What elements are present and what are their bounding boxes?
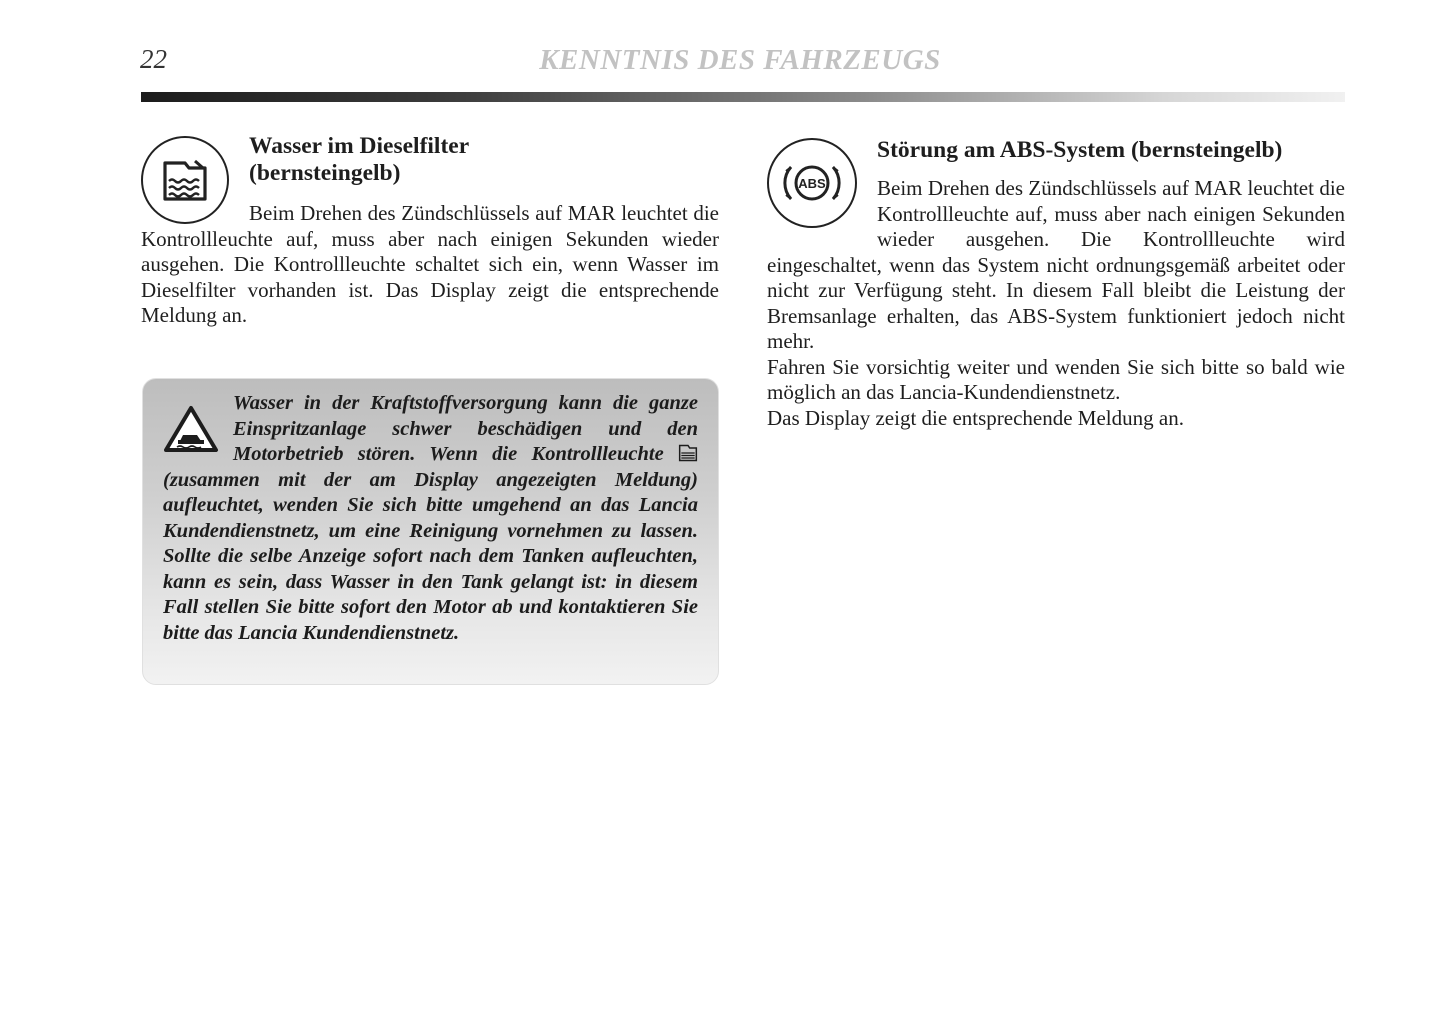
title-line-1: Wasser im Dieselfilter (249, 133, 470, 159)
section-water-in-diesel-filter (141, 133, 719, 329)
section-body: Beim Drehen des Zündschlüssels auf MAR leuchtet die Kontrollleuchte auf, muss aber nach einigen Sekunden wieder ausgehen. Die Kontrollleuchte schaltet sich ein, wenn Wasser im Dieselfilter vorhanden ist. Das Display zeigt die entsprechende Meldung an. (141, 201, 719, 327)
running-head: KENNTNIS DES FAHRZEUGS (539, 44, 941, 76)
header-rule (141, 92, 1345, 102)
abs-icon-label: ABS (798, 176, 826, 191)
water-in-diesel-filter-icon (141, 136, 229, 224)
title-line-2: (bernsteingelb) (249, 160, 401, 186)
abs-warning-icon (767, 138, 857, 228)
warning-text-part-2: (zusammen mit der am Display angezeigten Meldung) aufleuchtet, wenden Sie sich bitte umgehend an das Lancia Kundendienstnetz, um eine Reinigung vornehmen zu lassen. Sollte die selbe Anzeige sofort nach dem Tanken aufleuchten, kann es sein, dass Wasser in den Tank gelangt ist: in diesem Fall stellen Sie bitte sofort den Motor ab und kontaktieren Sie bitte das Lancia Kundendienstnetz. (163, 468, 698, 644)
section-abs-fault (767, 135, 1345, 431)
warning-text-part-1: Wasser in der Kraftstoffversorgung kann die ganze Einspritzanlage schwer beschädigen und den Motorbetrieb stören. Wenn die Kontrollleuchte (233, 392, 698, 465)
warning-text (163, 391, 698, 646)
body-paragraph: Das Display zeigt die entsprechende Meldung an. (767, 405, 1184, 430)
warning-triangle-car-icon (163, 405, 219, 453)
warning-box (142, 378, 719, 685)
body-paragraph: Beim Drehen des Zündschlüssels auf MAR leuchtet die Kontrollleuchte auf, muss aber nach einigen Sekunden wieder ausgehen. Die Kontrollleuchte wird eingeschaltet, wenn das System nicht ordnungsgemäß arbeitet oder nicht zur Verfügung steht. In diesem Fall bleibt die Leistung der Bremsanlage erhalten, das ABS-System funktioniert jedoch nicht mehr. (767, 176, 1345, 353)
water-in-diesel-filter-icon (678, 443, 698, 463)
body-paragraph: Fahren Sie vorsichtig weiter und wenden Sie sich bitte so bald wie möglich an das Lancia-Kundendienstnetz. (767, 354, 1345, 404)
section-title: Störung am ABS-System (bernsteingelb) (877, 137, 1283, 163)
section-body (767, 176, 1345, 431)
page-number: 22 (140, 44, 167, 74)
